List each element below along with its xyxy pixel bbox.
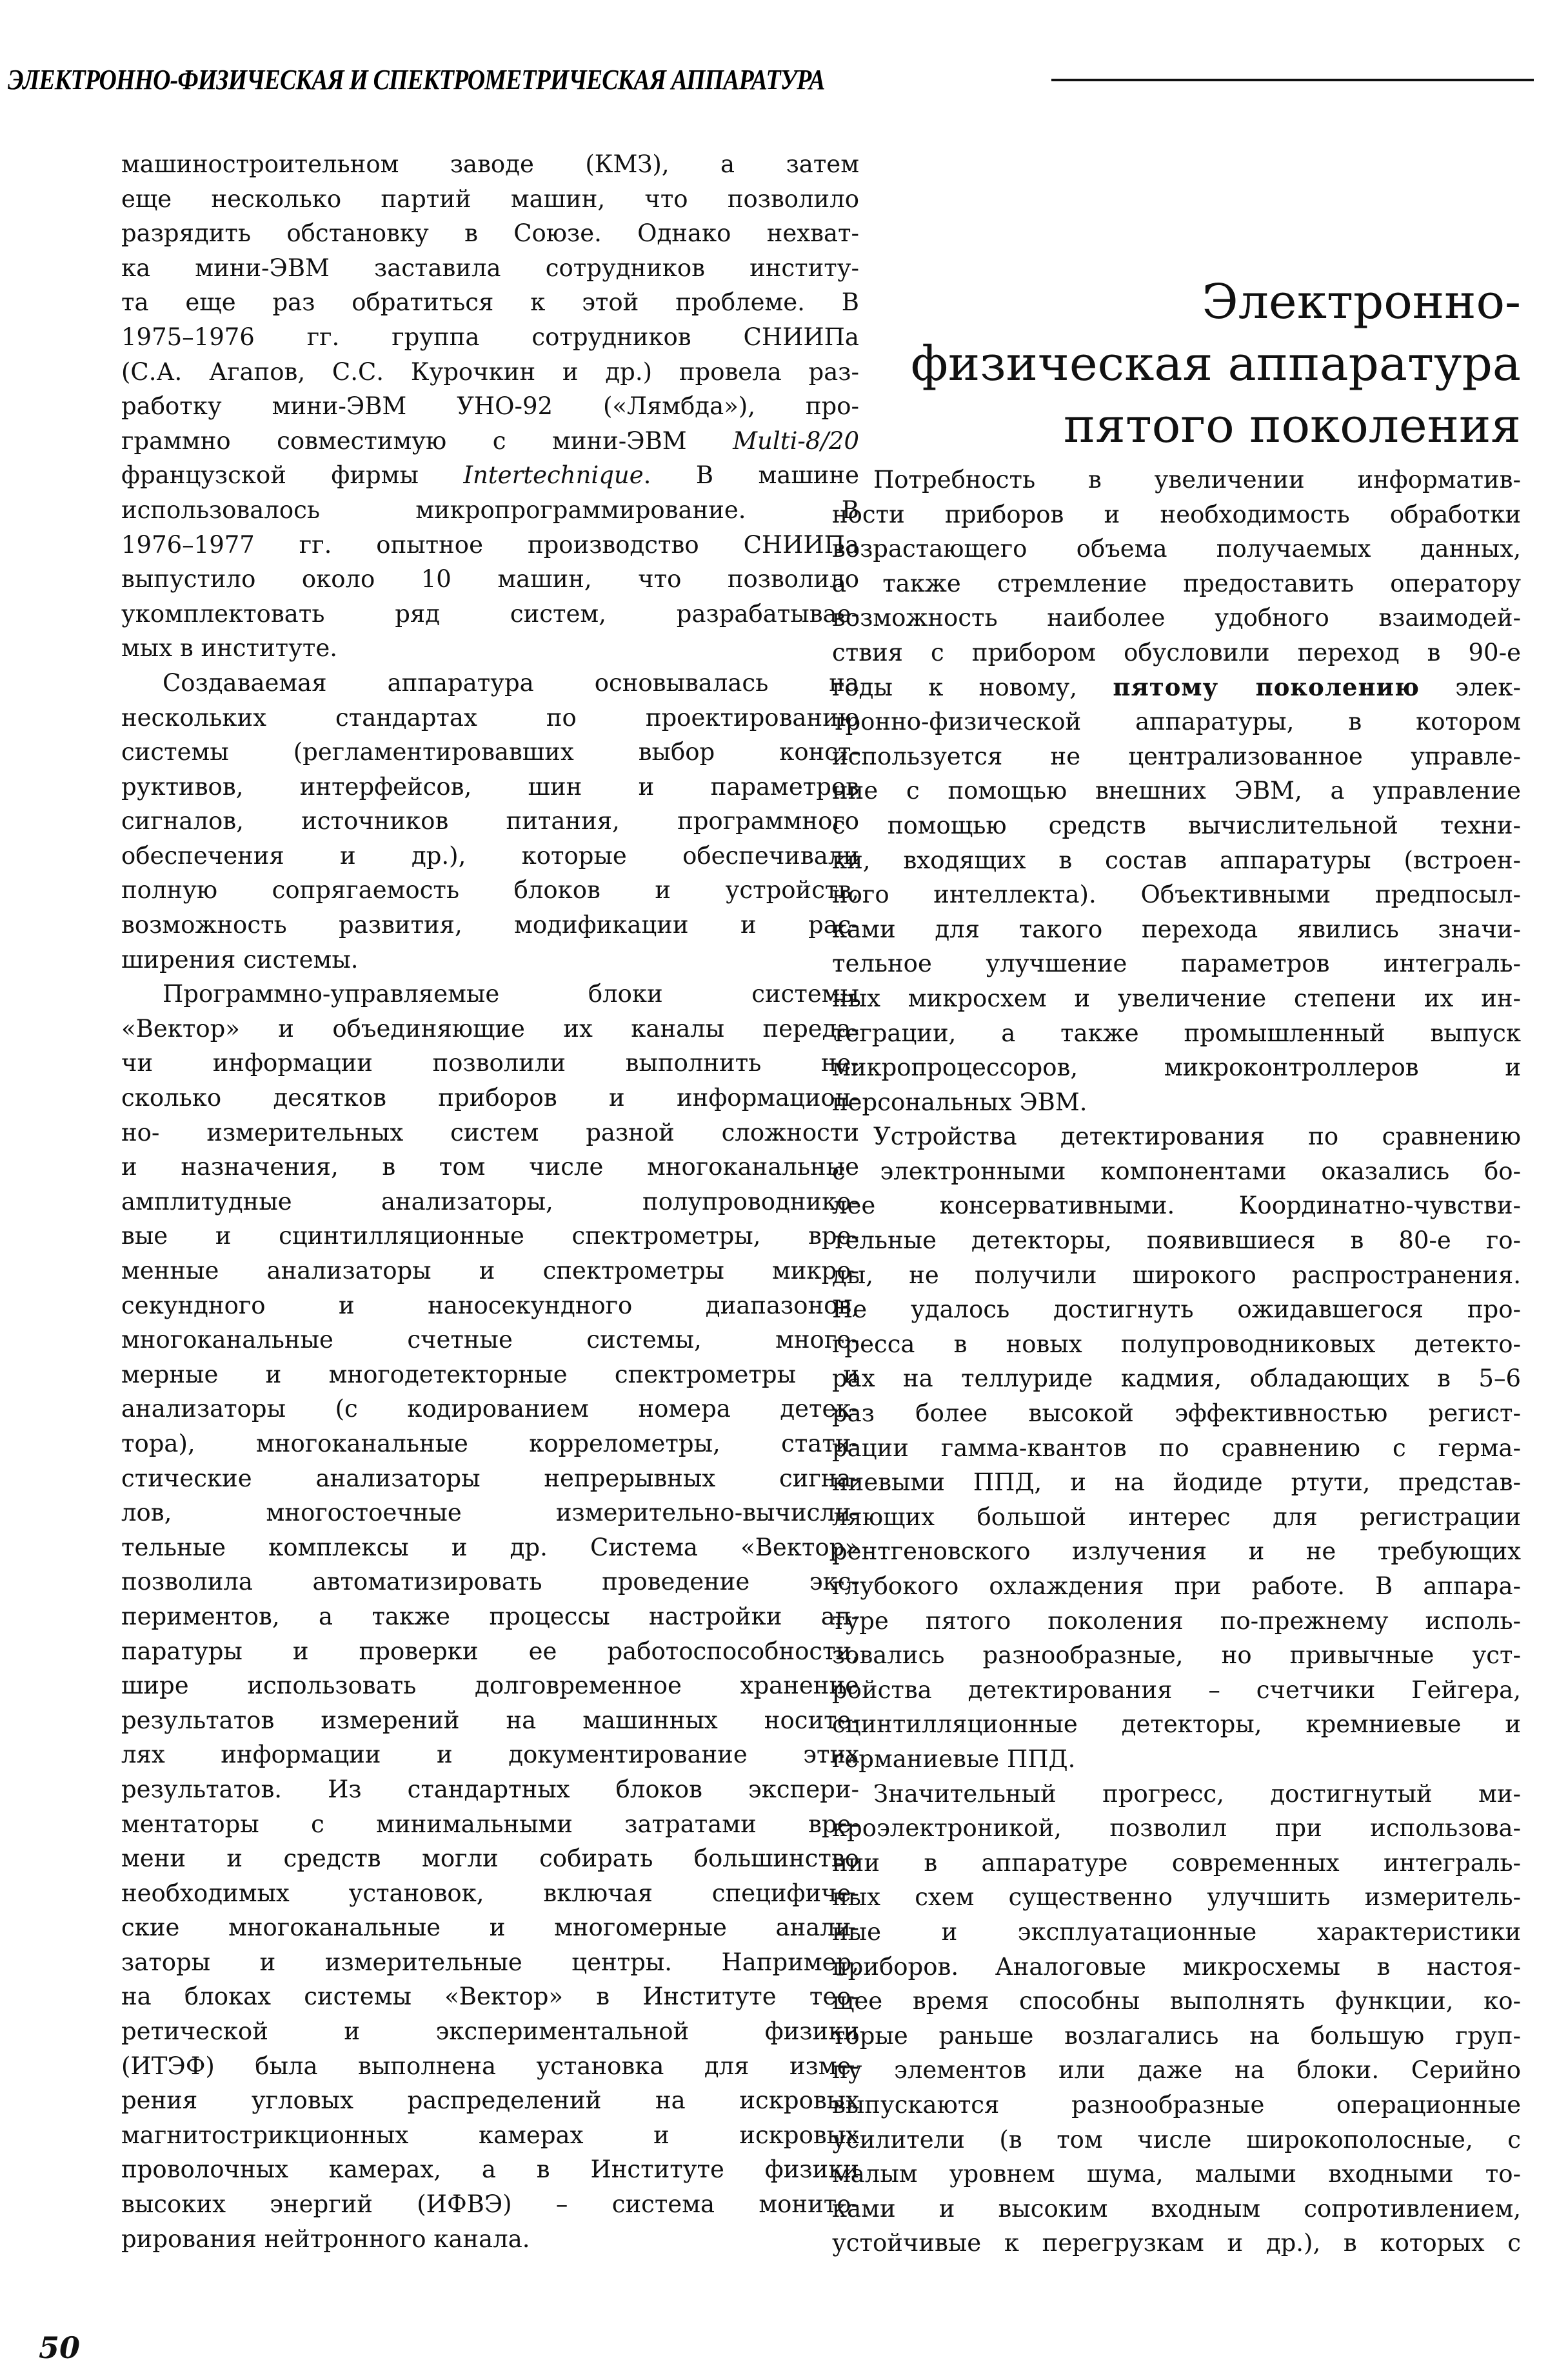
text-line: мени и средств могли собирать большинство xyxy=(121,1845,859,1873)
text-fragment: . В машине xyxy=(643,461,859,490)
text-line: ляющих большой интерес для регистрации xyxy=(832,1503,1521,1531)
text-line: руктивов, интерфейсов, шин и параметров xyxy=(121,772,859,801)
text-line: с помощью средств вычислительной техни- xyxy=(832,811,1521,839)
paragraph-start: Потребность в увеличении информатив- xyxy=(873,466,1521,494)
text-line: зовались разнообразные, но привычные уст- xyxy=(832,1641,1521,1670)
text-line: лях информации и документирование этих xyxy=(121,1741,859,1769)
text-line: еще несколько партий машин, что позволило xyxy=(121,185,859,213)
text-line: многоканальные счетные системы, много- xyxy=(121,1326,859,1354)
text-line: выпустило около 10 машин, что позволило xyxy=(121,565,859,594)
text-line: приборов. Аналоговые микросхемы в настоя- xyxy=(832,1952,1521,1981)
section-heading-line: пятого поколения xyxy=(1063,398,1521,454)
right-column xyxy=(832,463,1521,2261)
text-line: нии в аппаратуре современных интеграль- xyxy=(832,1848,1521,1877)
text-line: возрастающего объема получаемых данных, xyxy=(832,535,1521,563)
text-line: ности приборов и необходимость обработки xyxy=(832,500,1521,528)
text-line: используется не централизованное управле- xyxy=(832,742,1521,770)
text-line: ды, не получили широкого распространения. xyxy=(832,1261,1521,1289)
text-line: тельные комплексы и др. Система «Вектор» xyxy=(121,1533,859,1561)
text-line: ные и эксплуатационные характеристики xyxy=(832,1917,1521,1946)
text-line: мых в институте. xyxy=(121,634,337,663)
text-line: ствия с прибором обусловили переход в 90-е xyxy=(832,638,1521,666)
page-number: 50 xyxy=(39,2330,81,2365)
text-line: рения угловых распределений на искровых xyxy=(121,2086,859,2115)
text-line: сигналов, источников питания, программного xyxy=(121,807,859,835)
text-line: ширения системы. xyxy=(121,945,359,974)
text-line: сколько десятков приборов и информацион- xyxy=(121,1084,859,1112)
text-line: ские многоканальные и многомерные анали- xyxy=(121,1914,859,1942)
text-line: ных схем существенно улучшить измеритель- xyxy=(832,1883,1521,1912)
text-line: секундного и наносекундного диапазонов, xyxy=(121,1291,859,1319)
italic-term-intertechnique: Intertechnique xyxy=(463,461,644,490)
text-line: необходимых установок, включая специфиче- xyxy=(121,1879,859,1907)
text-line: заторы и измерительные центры. Например, xyxy=(121,1948,859,1976)
text-line: высоких энергий (ИФВЭ) – система монито- xyxy=(121,2190,859,2219)
text-line: ретической и экспериментальной физики xyxy=(121,2017,859,2046)
italic-term-multi: Multi-8/20 xyxy=(733,426,859,455)
text-line: Не удалось достигнуть ожидавшегося про- xyxy=(832,1295,1521,1324)
text-line: ниевыми ППД, и на йодиде ртути, представ- xyxy=(832,1468,1521,1497)
bold-term-fifth-generation: пятому поколению xyxy=(1113,672,1420,701)
text-line: лов, многостоечные измерительно-вычисли- xyxy=(121,1499,859,1527)
text-line: ментаторы с минимальными затратами вре- xyxy=(121,1810,859,1838)
text-line: и назначения, в том числе многоканальные xyxy=(121,1153,859,1181)
text-line: тельные детекторы, появившиеся в 80-е го- xyxy=(832,1226,1521,1255)
running-head xyxy=(8,60,1540,99)
text-line: разрядить обстановку в Союзе. Однако нехват- xyxy=(121,219,859,248)
text-line: ных микросхем и увеличение степени их ин- xyxy=(832,984,1521,1012)
text-line: результатов. Из стандартных блоков экспери- xyxy=(121,1775,859,1803)
text-line: сцинтилляционные детекторы, кремниевые и xyxy=(832,1710,1521,1739)
text-fragment: годы к новому, xyxy=(832,673,1113,701)
text-line: рах на теллуриде кадмия, обладающих в 5–6 xyxy=(832,1365,1521,1393)
text-line: усилители (в том числе широкополосные, с xyxy=(832,2125,1521,2154)
text-line: (ИТЭФ) была выполнена установка для изме- xyxy=(121,2052,859,2080)
text-line-mixed xyxy=(832,670,1521,705)
text-fragment: французской фирмы xyxy=(121,461,464,490)
text-line: лее консервативными. Координатно-чувстви- xyxy=(832,1192,1521,1220)
text-line: стические анализаторы непрерывных сигна- xyxy=(121,1464,859,1492)
text-line: гресса в новых полупроводниковых детекто- xyxy=(832,1330,1521,1358)
text-line: тронно-физической аппаратуры, в котором xyxy=(832,708,1521,736)
text-line: укомплектовать ряд систем, разрабатывае- xyxy=(121,599,859,628)
paragraph-start: Значительный прогресс, достигнутый ми- xyxy=(873,1779,1521,1808)
text-line: рации гамма-квантов по сравнению с герма- xyxy=(832,1434,1521,1462)
section-heading xyxy=(832,271,1521,457)
text-line: ного интеллекта). Объективными предпосыл- xyxy=(832,881,1521,909)
text-line: паратуры и проверки ее работоспособности, xyxy=(121,1637,859,1665)
text-line: кроэлектроникой, позволил при использова- xyxy=(832,1814,1521,1843)
text-line: 1976–1977 гг. опытное производство СНИИПа xyxy=(121,530,859,559)
text-line: использовалось микропрограммирование. В xyxy=(121,495,859,524)
text-line: глубокого охлаждения при работе. В аппара- xyxy=(832,1572,1521,1600)
text-line: периментов, а также процессы настройки ап- xyxy=(121,1602,859,1630)
text-line-mixed xyxy=(121,458,859,493)
text-line: пу элементов или даже на блоки. Серийно xyxy=(832,2056,1521,2085)
text-line: нескольких стандартах по проектированию xyxy=(121,703,859,732)
text-line: обеспечения и др.), которые обеспечивали xyxy=(121,841,859,870)
left-column xyxy=(121,147,859,2256)
running-head-rule xyxy=(1051,79,1534,81)
text-line: теграции, а также промышленный выпуск xyxy=(832,1019,1521,1047)
text-line: но- измерительных систем разной сложности xyxy=(121,1118,859,1146)
paragraph-start: Устройства детектирования по сравнению xyxy=(873,1123,1521,1151)
text-line: на блоках системы «Вектор» в Институте тео- xyxy=(121,1983,859,2011)
text-line: ками для такого перехода явились значи- xyxy=(832,915,1521,943)
text-line: рирования нейтронного канала. xyxy=(121,2225,530,2253)
text-line: персональных ЭВМ. xyxy=(832,1088,1087,1116)
text-line: тельное улучшение параметров интеграль- xyxy=(832,950,1521,978)
text-line: германиевые ППД. xyxy=(832,1745,1076,1773)
text-line: ройства детектирования – счетчики Гейгера, xyxy=(832,1675,1521,1704)
text-line: амплитудные анализаторы, полупроводнико- xyxy=(121,1187,859,1215)
text-line: «Вектор» и объединяющие их каналы переда- xyxy=(121,1014,859,1043)
text-line: системы (регламентировавших выбор конст- xyxy=(121,738,859,766)
text-line: рентгеновского излучения и не требующих xyxy=(832,1537,1521,1566)
running-head-title: ЭЛЕКТРОННО-ФИЗИЧЕСКАЯ И СПЕКТРОМЕТРИЧЕСКАЯ АППАРАТУРА xyxy=(8,63,825,95)
text-line: 1975–1976 гг. группа сотрудников СНИИПа xyxy=(121,323,859,351)
text-line: устойчивые к перегрузкам и др.), в которых с xyxy=(832,2229,1521,2257)
text-line: малым уровнем шума, малыми входными то- xyxy=(832,2160,1521,2188)
text-line: позволила автоматизировать проведение экс- xyxy=(121,1568,859,1596)
text-line: микропроцессоров, микроконтроллеров и xyxy=(832,1054,1521,1082)
text-line: полную сопрягаемость блоков и устройств, xyxy=(121,876,859,905)
text-line-mixed xyxy=(121,424,859,459)
text-line: мерные и многодетекторные спектрометры и xyxy=(121,1360,859,1388)
text-line: менные анализаторы и спектрометры микро- xyxy=(121,1257,859,1285)
text-line: а также стремление предоставить оператору xyxy=(832,569,1521,597)
text-line: возможность развития, модификации и рас- xyxy=(121,911,859,939)
text-line: щее время способны выполнять функции, ко- xyxy=(832,1987,1521,2015)
text-line: вые и сцинтилляционные спектрометры, вре- xyxy=(121,1222,859,1250)
text-line: шире использовать долговременное хранение xyxy=(121,1672,859,1700)
text-line: возможность наиболее удобного взаимодей- xyxy=(832,604,1521,632)
text-line: туре пятого поколения по-прежнему исполь- xyxy=(832,1606,1521,1635)
text-fragment: граммно совместимую с мини-ЭВМ xyxy=(121,426,733,455)
text-fragment: элек- xyxy=(1419,673,1521,701)
text-line: анализаторы (с кодированием номера детек- xyxy=(121,1395,859,1423)
text-line: выпускаются разнообразные операционные xyxy=(832,2090,1521,2119)
paragraph-start: Создаваемая аппаратура основывалась на xyxy=(163,668,859,697)
text-line: магнитострикционных камерах и искровых xyxy=(121,2121,859,2149)
text-line: торые раньше возлагались на большую груп- xyxy=(832,2021,1521,2050)
text-line: та еще раз обратиться к этой проблеме. В xyxy=(121,288,859,317)
text-line: раз более высокой эффективностью регист- xyxy=(832,1399,1521,1428)
text-line: ками и высоким входным сопротивлением, xyxy=(832,2194,1521,2223)
text-line: ки, входящих в состав аппаратуры (встроен- xyxy=(832,846,1521,874)
text-line: результатов измерений на машинных носите- xyxy=(121,1706,859,1734)
text-line: с электронными компонентами оказались бо- xyxy=(832,1157,1521,1185)
text-line: ние с помощью внешних ЭВМ, а управление xyxy=(832,777,1521,805)
text-line: чи информации позволили выполнить не- xyxy=(121,1049,859,1077)
text-line: работку мини-ЭВМ УНО-92 («Лямбда»), про- xyxy=(121,392,859,421)
text-line: тора), многоканальные коррелометры, стати- xyxy=(121,1429,859,1457)
section-heading-line: физическая аппаратура xyxy=(911,336,1521,392)
text-line: машиностроительном заводе (КМЗ), а затем xyxy=(121,150,859,178)
text-line: ка мини-ЭВМ заставила сотрудников институ- xyxy=(121,254,859,282)
paragraph-start: Программно-управляемые блоки системы xyxy=(163,980,859,1008)
text-line: (С.А. Агапов, С.С. Курочкин и др.) провела раз- xyxy=(121,357,859,386)
text-line: проволочных камерах, а в Институте физики xyxy=(121,2155,859,2184)
section-heading-line: Электронно- xyxy=(1202,274,1521,330)
